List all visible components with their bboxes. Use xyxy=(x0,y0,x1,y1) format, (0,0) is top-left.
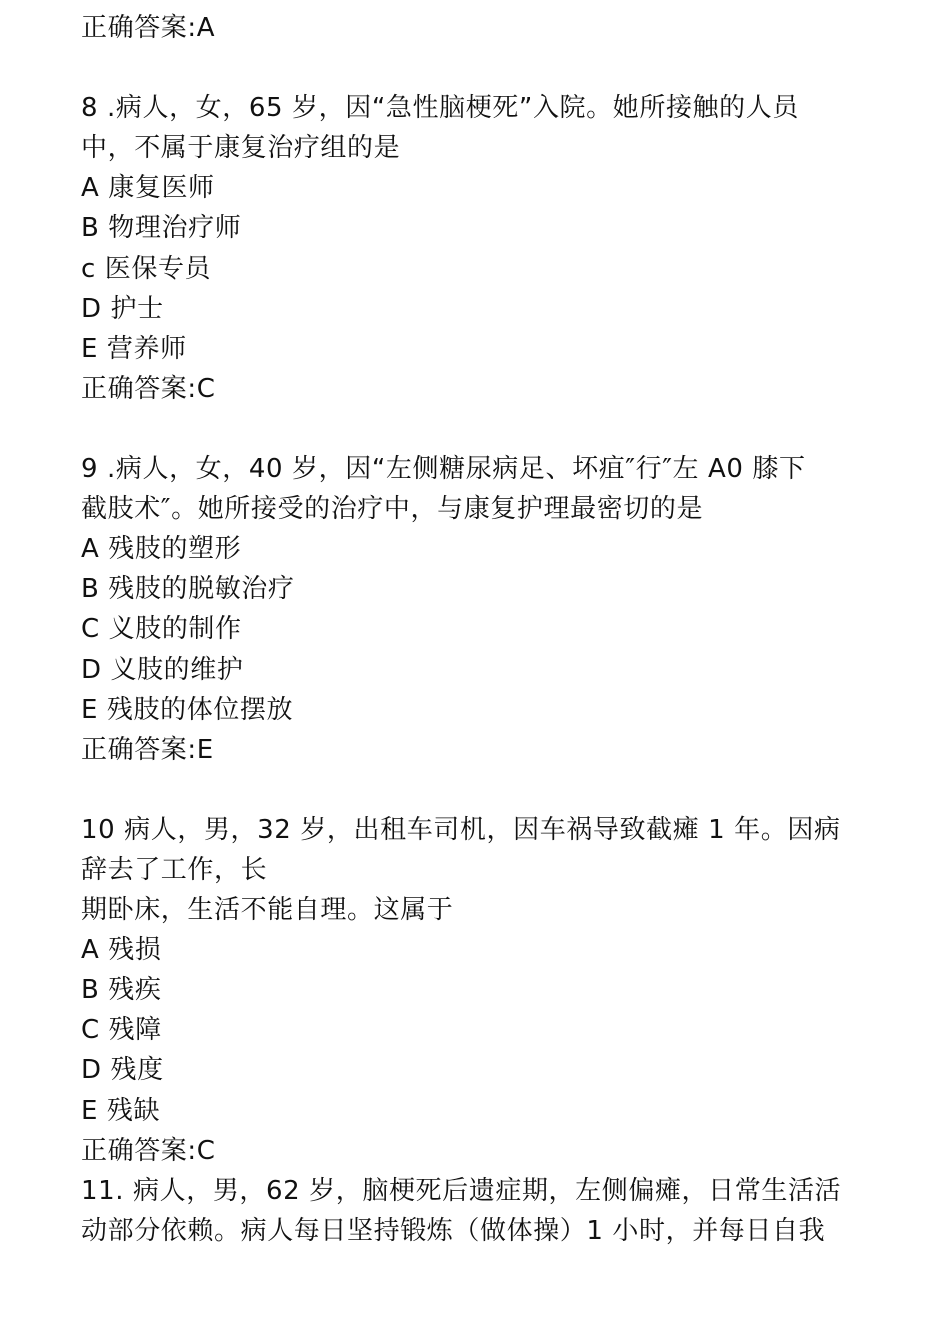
q8-answer: 正确答案:C xyxy=(81,373,216,404)
q10-option-d: D 残度 xyxy=(81,1055,164,1086)
q10-option-a: A 残损 xyxy=(81,935,162,966)
spacer xyxy=(81,770,881,810)
q9-answer: 正确答案:E xyxy=(81,734,214,765)
q10-option-c: C 残障 xyxy=(81,1015,162,1046)
q8-stem-line: 中，不属于康复治疗组的是 xyxy=(81,133,401,164)
question-11 xyxy=(81,1171,881,1251)
q8-stem-line: 8 .病人，女，65 岁，因“急性脑梗死”入院。她所接触的人员 xyxy=(81,93,799,124)
q9-stem-line: 9 .病人，女，40 岁，因“左侧糖尿病足、坏疽″行″左 A0 膝下 xyxy=(81,454,806,485)
q10-option-b: B 残疾 xyxy=(81,975,162,1006)
question-9 xyxy=(81,449,881,770)
q8-option-d: D 护士 xyxy=(81,293,164,324)
spacer xyxy=(81,409,881,449)
q9-option-c: C 义肢的制作 xyxy=(81,614,242,645)
q11-stem-line: 动部分依赖。病人每日坚持锻炼（做体操）1 小时，并每日自我 xyxy=(81,1215,826,1246)
q9-stem-line: 截肢术″。她所接受的治疗中，与康复护理最密切的是 xyxy=(81,494,704,525)
q8-option-b: B 物理治疗师 xyxy=(81,213,242,244)
question-10 xyxy=(81,810,881,1171)
q11-stem-line: 11. 病人，男，62 岁，脑梗死后遗症期，左侧偏瘫，日常生活活 xyxy=(81,1175,842,1206)
q7-answer: 正确答案:A xyxy=(81,13,216,43)
q9-option-b: B 残肢的脱敏治疗 xyxy=(81,574,295,605)
q8-option-e: E 营养师 xyxy=(81,333,187,364)
q8-option-c: c 医保专员 xyxy=(81,253,212,284)
q10-option-e: E 残缺 xyxy=(81,1095,161,1126)
q9-option-e: E 残肢的体位摆放 xyxy=(81,694,294,725)
q9-option-a: A 残肢的塑形 xyxy=(81,534,242,565)
q8-option-a: A 康复医师 xyxy=(81,173,215,204)
q10-stem-line: 期卧床，生活不能自理。这属于 xyxy=(81,895,454,926)
q10-stem-line: 10 病人，男，32 岁，出租车司机，因车祸导致截瘫 1 年。因病 xyxy=(81,814,841,845)
question-8 xyxy=(81,88,881,409)
q9-option-d: D 义肢的维护 xyxy=(81,654,244,685)
q10-stem-line: 辞去了工作，长 xyxy=(81,854,268,885)
spacer xyxy=(81,48,881,88)
document-page xyxy=(81,8,881,1251)
q10-answer: 正确答案:C xyxy=(81,1135,216,1166)
